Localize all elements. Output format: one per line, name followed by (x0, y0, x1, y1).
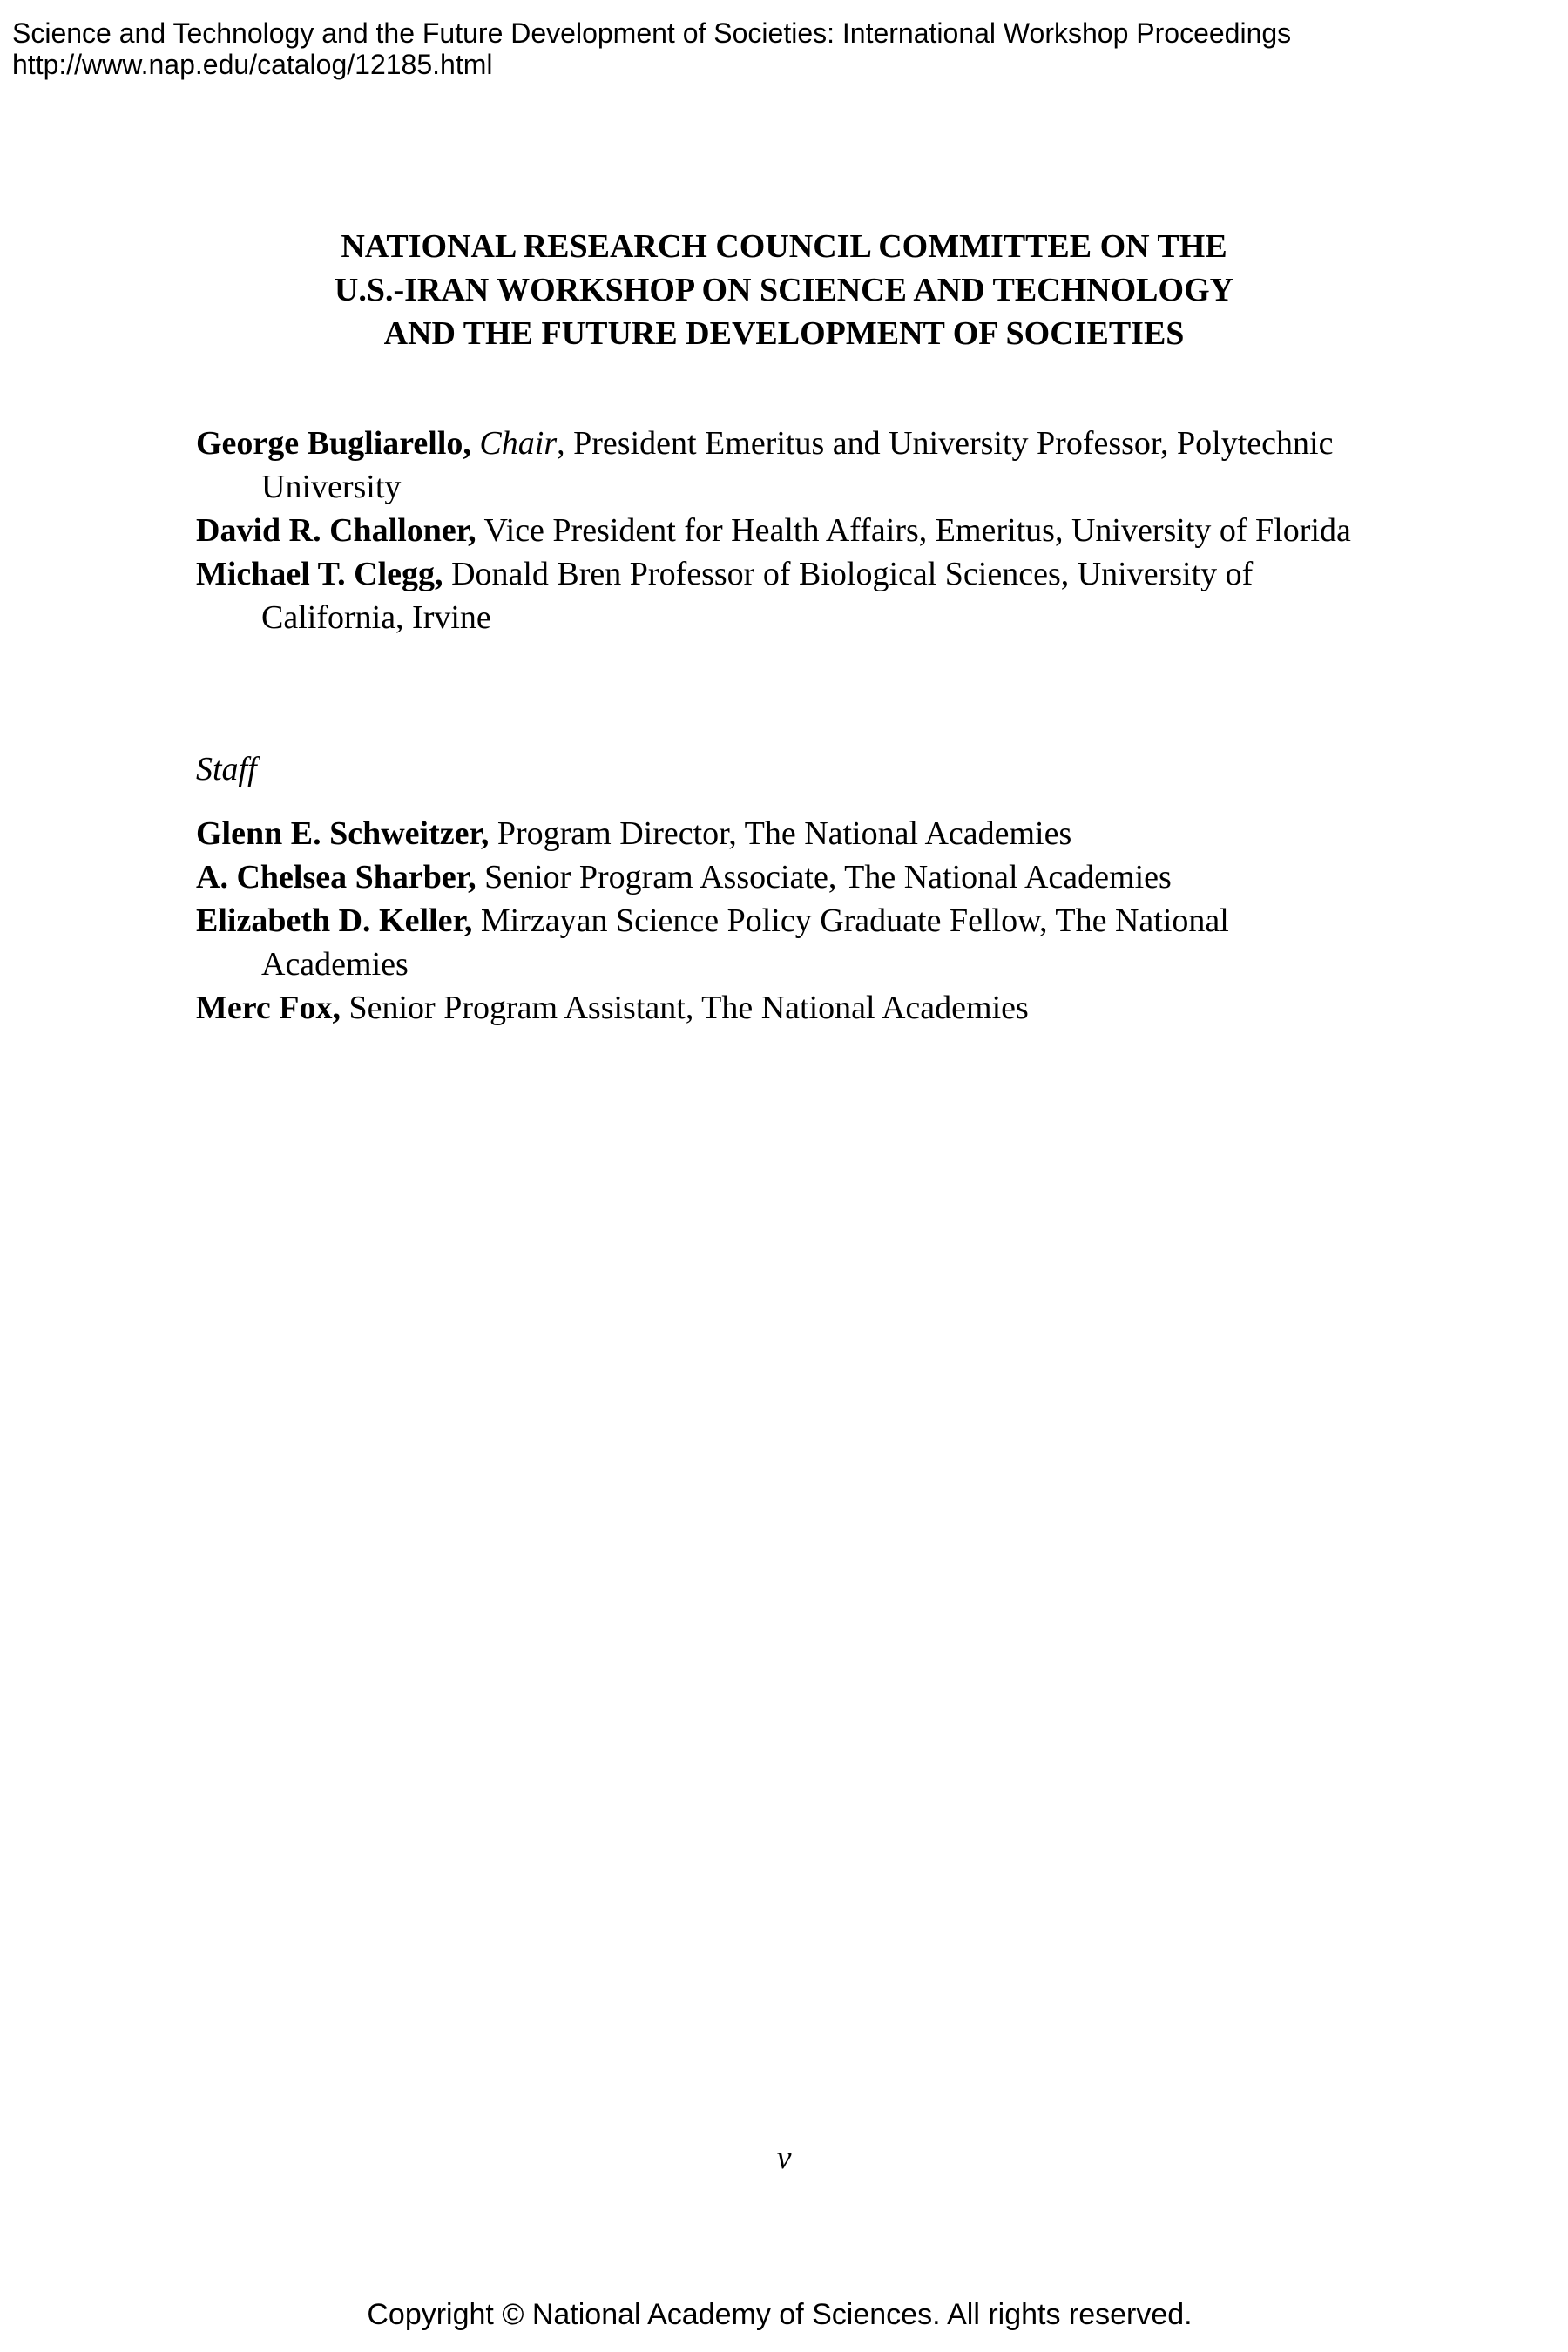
member-name: David R. Challoner, (196, 512, 476, 549)
member-role: Chair (479, 425, 558, 462)
staff-entry (196, 899, 1381, 986)
copyright-footer: Copyright © National Academy of Sciences. All rights reserved. (367, 2298, 1193, 2331)
member-description: Donald Bren Professor of Biological Sciences, University of California, Irvine (261, 556, 1254, 636)
document-title-header: Science and Technology and the Future Development of Societies: International Workshop Proceedings (12, 17, 1292, 49)
member-name: George Bugliarello, (196, 425, 471, 462)
member-name: Michael T. Clegg, (196, 556, 443, 592)
staff-entry (196, 986, 1381, 1030)
committee-members (196, 422, 1381, 639)
staff-heading: Staff (196, 751, 257, 787)
staff-description: Program Director, The National Academies (489, 815, 1072, 852)
staff-entry (196, 855, 1381, 899)
staff-name: Merc Fox, (196, 990, 341, 1026)
member-entry (196, 422, 1381, 509)
committee-title (0, 225, 1568, 355)
staff-name: Elizabeth D. Keller, (196, 902, 473, 939)
member-entry (196, 509, 1381, 552)
staff-description: Senior Program Assistant, The National Academies (341, 990, 1029, 1026)
staff-description: Mirzayan Science Policy Graduate Fellow, The National Academies (261, 902, 1229, 983)
punctuation: , (557, 425, 565, 462)
committee-title-line: AND THE FUTURE DEVELOPMENT OF SOCIETIES (383, 315, 1185, 352)
staff-list (196, 812, 1381, 1030)
staff-name: A. Chelsea Sharber, (196, 859, 476, 896)
staff-name: Glenn E. Schweitzer, (196, 815, 490, 852)
member-description: President Emeritus and University Professor, Polytechnic University (261, 425, 1334, 505)
staff-description: Senior Program Associate, The National Academies (476, 859, 1172, 896)
document-url[interactable]: http://www.nap.edu/catalog/12185.html (12, 49, 493, 80)
member-entry (196, 552, 1381, 639)
staff-entry (196, 812, 1381, 855)
member-description: Vice President for Health Affairs, Emeritus, University of Florida (476, 512, 1351, 549)
page-number: v (776, 2139, 792, 2176)
committee-title-line: NATIONAL RESEARCH COUNCIL COMMITTEE ON THE (341, 228, 1227, 265)
committee-title-line: U.S.-IRAN WORKSHOP ON SCIENCE AND TECHNOLOGY (334, 272, 1234, 308)
